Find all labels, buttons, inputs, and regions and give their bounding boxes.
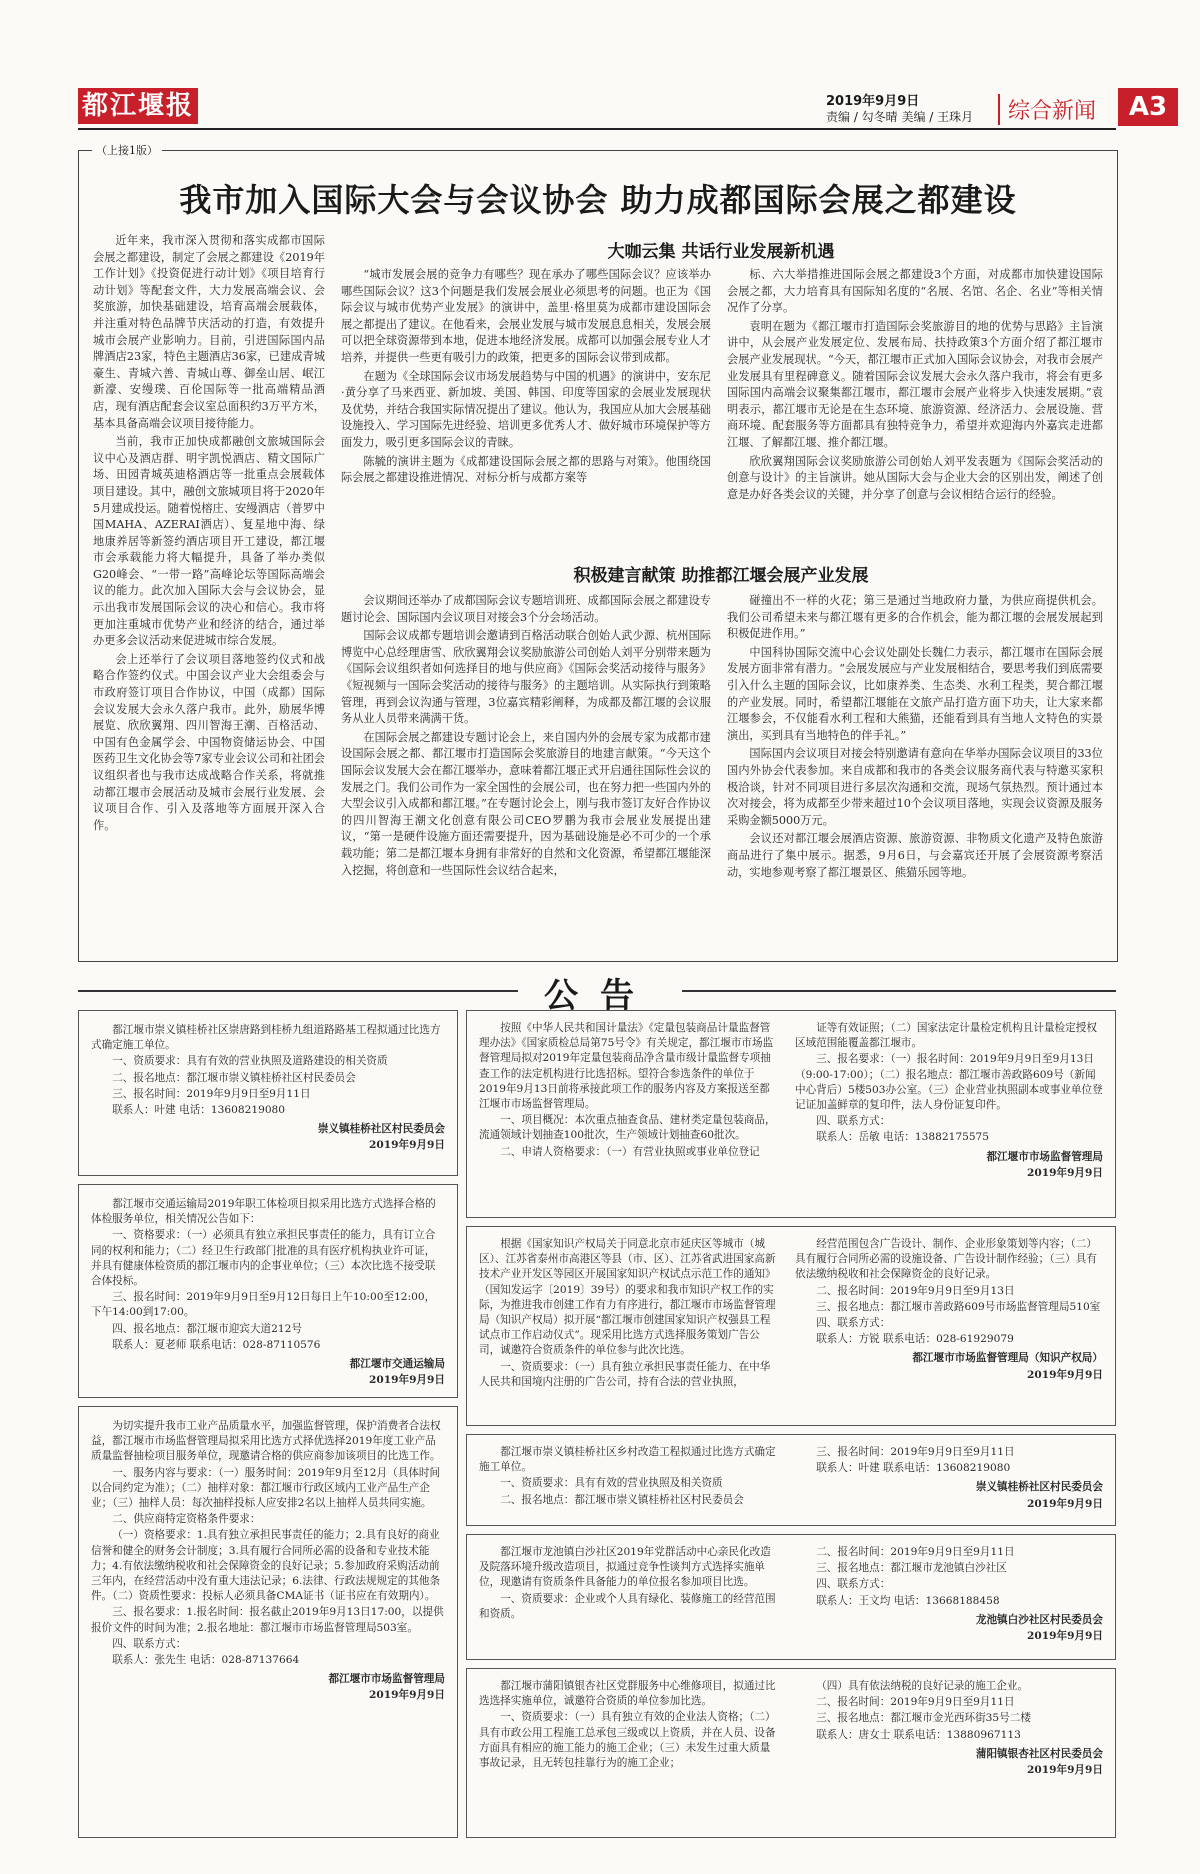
newspaper-logo: 都江堰报 bbox=[78, 88, 198, 124]
notice-text: 根据《国家知识产权局关于同意北京市延庆区等城市（城区）、江苏省泰州市高港区等县（市、区）、江苏省武进国家高新技术产业开发区等园区开展国家知识产权试点示范工作的通知》（国知发运字〔2019〕39号）的要求和我市知识产权工作的实际，为推进我市创建工作有力有序进行，都江堰市市场监督管理局（知识产权局）拟开展“都江堰市创建国家知识产权强县工程试点市工作启动仪式”。现采用比选方式选择服务策划广告公司，诚邀符合资质条件的单位参与此次比选。 bbox=[479, 1238, 776, 1357]
story-column-2a bbox=[341, 267, 711, 489]
notice-text: 三、报名地点：都江堰市龙池镇白沙社区 bbox=[816, 1562, 1007, 1575]
notice-text: 二、供应商特定资格条件要求： bbox=[112, 1513, 261, 1526]
subheading-2: 积极建言献策 助推都江堰会展产业发展 bbox=[573, 566, 869, 586]
paragraph: 国际会议成都专题培训会邀请到百格活动联合创始人武少源、杭州国际博览中心总经理唐雪、欣欣翼翔会议奖励旅游公司创始人刘平分别带来题为《国际会议组织者如何选择目的地与供应商》《国际会奖活动接待与服务》《短视频与一国际会奖活动的接待与服务》的主题培训。从实际执行到策略管理，再到会议沟通与管理，3位嘉宾精彩阐释，为成都及都江堰的会议服务从业人员带来满满干货。 bbox=[341, 629, 711, 726]
notice-text: 三、报名地点：都江堰市善政路609号市场监督管理局510室 bbox=[816, 1300, 1101, 1313]
notice-signature: 龙池镇白沙社区村民委员会 bbox=[975, 1613, 1103, 1626]
paragraph: 在题为《全球国际会议市场发展趋势与中国的机遇》的演讲中，安东尼·黄分享了马来西亚、新加坡、美国、韩国、印度等国家的会展业发展现状及优势，并结合我国实际情况提出了建议。他认为，我国应从加大会展基础设施投入、学习国际先进经验、培训更多优秀人才、做好城市环境保护等方面发力，吸引更多国际会议的青睐。 bbox=[341, 369, 711, 449]
notice-2 bbox=[78, 1184, 458, 1398]
notice-text: 四、联系方式： bbox=[816, 1115, 891, 1128]
notice-text: 都江堰市龙池镇白沙社区2019年党群活动中心亲民化改造及院落环境升级改造项目，拟通过竞争性谈判方式选择实施单位，现邀请有资质条件具备能力的单位报名参加项目比选。 bbox=[479, 1546, 771, 1589]
paragraph: 当前，我市正加快成都融创文旅城国际会议中心及酒店群、明宇凯悦酒店、精文国际广场、田园青城英迪格酒店等一批重点会展载体项目建设。其中，融创文旅城项目将于2020年5月建成投运。随着悦榕庄、安缦酒店（普罗中国MAHA、AZERAI酒店）、复星地中海、绿地康养居等新签约酒店项目开工建设，都江堰市会承载能力将大幅提升，具备了举办类似G20峰会、“一带一路”高峰论坛等国际高端会议的能力。此次加入国际大会与会议协会，显示出我市发展国际会议的决心和信心。我市将更加注重城市优势产业和经济的结合，通过举办更多会议活动来促进城市综合发展。 bbox=[93, 435, 325, 648]
notice-text: （一）资格要求：1.具有独立承担民事责任的能力；2.具有良好的商业信誉和健全的财务会计制度；3.具有履行合同所必需的设备和专业技术能力；4.有依法缴纳税收和社会保障资金的良好记录；5.参加政府采购活动前三年内，在经营活动中没有重大违法记录；6.法律、行政法规规定的其他条件。（二）资质性要求：投标人必须具备CMA证书（证书应在有效期内）。 bbox=[91, 1529, 441, 1603]
notice-text: 联系人：王文均 电话：13668188458 bbox=[816, 1594, 1000, 1607]
notices-title: 公告 bbox=[544, 976, 656, 1016]
notice-right-column bbox=[795, 1679, 1103, 1779]
continued-label: （上接1版） bbox=[92, 142, 162, 158]
notice-text: 都江堰市交通运输局2019年职工体检项目拟采用比选方式选择合格的体检服务单位，相关情况公告如下： bbox=[91, 1198, 436, 1226]
notice-text: 联系人：叶建 电话：13608219080 bbox=[112, 1104, 286, 1117]
notice-text: 为切实提升我市工业产品质量水平，加强监督管理，保护消费者合法权益，都江堰市市场监督管理局拟采用比选方式择优选择2019年度工业产品质量监督抽检项目服务单位，现邀请合格的供应商参加该项目的比选工作。 bbox=[91, 1420, 441, 1463]
notice-date: 2019年9月9日 bbox=[1026, 1764, 1103, 1777]
paragraph: 近年来，我市深入贯彻和落实成都市国际会展之都建设，制定了会展之都建设《2019年工作计划》《投资促进行动计划》《项目培育行动计划》等配套文件，大力发展高端会议、会奖旅游，加快基础建设，培育高端会展载体，并注重对特色品牌节庆活动的打造，有效提升城市会展产业影响力。目前，引进国际国内品牌酒店23家，特色主题酒店36家，已建成青城豪生、青城六善、青城山尊、御垒山居、岷江新濠、安缦璞、百伦国际等一批高端精品酒店，现有酒店配套会议室总面积约3万平方米，基本具备高端会议项目接待能力。 bbox=[93, 234, 325, 430]
notice-text: 都江堰市崇义镇桂桥社区崇唐路到桂桥九组道路路基工程拟通过比选方式确定施工单位。 bbox=[91, 1024, 441, 1052]
editors: 责编 / 勾冬晴 美编 / 王珠月 bbox=[826, 110, 974, 124]
notice-text: 四、报名地点：都江堰市迎宾大道212号 bbox=[112, 1322, 302, 1335]
paragraph: 在国际会展之都建设专题讨论会上，来自国内外的会展专家为成都市建设国际会展之都、都江堰市打造国际会奖旅游目的地建言献策。“今天这个国际会议发展大会在都江堰举办，意味着都江堰正式开启通往国际性会议的发展之门。我们公司作为一家全国性的会展公司，也在努力把一些国内外的大型会议引入成都和都江堰。”在专题讨论会上，刚与我市签订友好合作协议的四川智海王潮文化创意有限公司CEO罗鹏为我市会展业发展提出建议，“第一是硬件设施方面还需要提升，因为基础设施是必不可少的一个承载功能；第二是都江堰本身拥有非常好的自然和文化资源，希望都江堰能深入挖掘，将创意和一些国际性会议结合起来， bbox=[341, 730, 711, 877]
subheading-1: 大咖云集 共话行业发展新机遇 bbox=[607, 242, 835, 262]
notice-text: 三、报名时间：2019年9月9日至9月12日每日上午10:00至12:00，下午14:00到17:00。 bbox=[91, 1291, 436, 1319]
paragraph: 中国科协国际交流中心会议处副处长魏仁力表示，都江堰市在国际会展发展方面非常有潜力。“会展发展应与产业发展相结合，要思考我们到底需要引入什么主题的国际会议，比如康养类、生态类、水利工程类，契合都江堰的产业发展。同时，希望都江堰能在文旅产品打造方面下功夫，让大家来都江堰参会，不仅能看水利工程和大熊猫，还能看到具有当地人文特色的实景演出，买到具有当地特色的伴手礼。” bbox=[727, 645, 1103, 742]
notice-right-column bbox=[795, 1545, 1103, 1645]
notice-text: 三、报名地点：都江堰市金光西环街35号二楼 bbox=[816, 1712, 1031, 1725]
notice-5 bbox=[466, 1226, 1116, 1426]
paragraph: 陈毓的演讲主题为《成都建设国际会展之都的思路与对策》。他围绕国际会展之都建设推进情况、对标分析与成都方案等 bbox=[341, 454, 711, 485]
notice-text: 一、资质要求：具有有效的营业执照及道路建设的相关资质 bbox=[112, 1055, 388, 1068]
notice-text: 联系人：夏老师 联系电话：028-87110576 bbox=[112, 1338, 321, 1351]
story-column-3b bbox=[727, 593, 1103, 883]
notice-date: 2019年9月9日 bbox=[1026, 1497, 1103, 1510]
notice-text: 都江堰市崇义镇桂桥社区乡村改造工程拟通过比选方式确定施工单位。 bbox=[479, 1446, 776, 1474]
notice-text: 三、报名时间：2019年9月9日至9月11日 bbox=[816, 1446, 1015, 1458]
paragraph: 欣欣翼翔国际会议奖励旅游公司创始人刘平发表题为《国际会奖活动的创意与设计》的主旨演讲。她从国际大会与企业大会的区别出发，阐述了创意是办好各类会议的关键，并分享了创意与会议相结合运行的经验。 bbox=[727, 454, 1103, 501]
notice-text: 一、服务内容与要求：（一）服务时间：2019年9月至12月（具体时间以合同约定为准）；（二）抽样对象：都江堰市行政区域内工业产品生产企业；（三）抽样人员：每次抽样投标人应安排2名以上抽样人员共同实施。 bbox=[91, 1466, 441, 1510]
notice-text: 三、报名要求：（一）报名时间：2019年9月9日至9月13日（9:00-17:00）；（二）报名地点：都江堰市善政路609号（新闻中心背后）5楼503办公室。（三）企业营业执照副本或事业单位登记证加盖鲜章的复印件，法人身份证复印件。 bbox=[795, 1053, 1103, 1112]
notice-text: 二、报名地点：都江堰市崇义镇桂桥社区村民委员会 bbox=[500, 1493, 744, 1506]
notice-text: 三、报名要求：1.报名时间：报名截止2019年9月13日17:00，以提供报价文件的时间为准；2.报名地址：都江堰市市场监督管理局503室。 bbox=[91, 1606, 444, 1634]
notice-text: 一、资质要求：具有有效的营业执照及相关资质 bbox=[500, 1477, 723, 1490]
notice-text: 都江堰市蒲阳镇银杏社区党群服务中心维修项目，拟通过比选选择实施单位，诚邀符合资质的单位参加比选。 bbox=[479, 1680, 776, 1708]
story-column-3a bbox=[727, 267, 1103, 505]
notice-signature: 蒲阳镇银杏社区村民委员会 bbox=[975, 1747, 1103, 1760]
main-story bbox=[78, 150, 1118, 962]
notice-signature: 崇义镇桂桥社区村民委员会 bbox=[317, 1123, 445, 1136]
paragraph: 会上还举行了会议项目落地签约仪式和战略合作签约仪式。中国会议产业大会组委会与市政府签订项目合作协议，中国（成都）国际会议发展大会永久落户我市。此外，励展华博展览、欣欣翼翔、四川智海王潮、百格活动、中国有色金属学会、中国物资储运协会、中国医药卫生文化协会等7家专业会议公司和社团会议组织者也与我市达成战略合作关系，将就推动都江堰市会展活动及城市会展行业发展、会议项目合作、引入及落地等方面展开深入合作。 bbox=[93, 652, 325, 832]
notice-signature: 都江堰市市场监督管理局 bbox=[986, 1150, 1103, 1163]
notice-signature: 都江堰市市场监督管理局 bbox=[328, 1673, 445, 1686]
notice-3 bbox=[78, 1406, 458, 1838]
notice-date: 2019年9月9日 bbox=[1026, 1368, 1103, 1381]
story-column-1 bbox=[93, 233, 325, 949]
story-headline: 我市加入国际大会与会议协会 助力成都国际会展之都建设 bbox=[179, 181, 1017, 219]
paragraph: 国际国内会议项目对接会特别邀请有意向在华举办国际会议项目的33位国内外协会代表参加。来自成都和我市的各类会议服务商代表与特邀买家积极洽谈，针对不同项目进行多层次沟通和交流，现场气氛热烈。预计通过本次对接会，将为成都至少带来超过10个会议项目落地，实现会议资源及服务采购金额5000万元。 bbox=[727, 747, 1103, 827]
paragraph: 标、六大举措推进国际会展之都建设3个方面，对成都市加快建设国际会展之都，大力培育具有国际知名度的“名展、名馆、名企、名业”等相关情况作了分享。 bbox=[727, 268, 1103, 315]
notice-text: 一、资质要求：（一）具有独立承担民事责任能力、在中华人民共和国境内注册的广告公司，持有合法的营业执照， bbox=[479, 1360, 771, 1388]
notice-signature: 都江堰市市场监督管理局（知识产权局） bbox=[912, 1352, 1103, 1365]
notice-text: 四、联系方式： bbox=[112, 1637, 187, 1650]
notice-text: （四）具有依法纳税的良好记录的施工企业。 bbox=[816, 1680, 1029, 1692]
paragraph: “城市发展会展的竞争力有哪些？现在承办了哪些国际会议？应该举办哪些国际会议？这3个问题是我们发展会展业必须思考的问题。也正为《国际会议与城市优势产业发展》的演讲中，盖里·格里莫为成都市建设国际会展之都提出了建议。在他看来，会展业发展与城市发展息息相关，发展会展可以把全球资源带到本地，促进本地经济发展。成都可以加强会展专业人才培养，并提供一些更有吸引力的政策，把更多的国际会议带到成都。 bbox=[341, 268, 711, 364]
notice-text: 一、资质要求：企业或个人具有绿化、装修施工的经营范围和资质。 bbox=[479, 1592, 776, 1620]
notice-4 bbox=[466, 1010, 1116, 1218]
notice-text: 四、联系方式： bbox=[816, 1578, 891, 1591]
notice-text: 联系人：方锐 联系电话：028-61929079 bbox=[816, 1333, 1014, 1346]
notice-text: 一、资质要求：（一）具有独立有效的企业法人资格；（二）具有市政公用工程施工总承包三级或以上资质，并在人员、设备方面具有相应的施工能力的施工企业；（三）未发生过重大质量事故记录，且无转包挂靠行为的施工企业； bbox=[479, 1711, 776, 1770]
notice-left-column bbox=[479, 1237, 777, 1391]
page-number: A3 bbox=[1118, 88, 1178, 126]
notice-text: 联系人：岳敏 电话：13882175575 bbox=[816, 1131, 990, 1144]
notice-text: 二、报名时间：2019年9月9日至9月13日 bbox=[816, 1284, 1015, 1297]
notice-text: 四、联系方式： bbox=[816, 1317, 891, 1330]
notice-right-column bbox=[795, 1237, 1103, 1384]
notice-text: 经营范围包含广告设计、制作、企业形象策划等内容；（二）具有履行合同所必需的设施设备、广告设计制作经验；（三）具有依法缴纳税收和社会保障资金的良好记录。 bbox=[795, 1238, 1097, 1281]
issue-date: 2019年9月9日 bbox=[826, 94, 920, 109]
notice-text: 二、报名时间：2019年9月9日至9月11日 bbox=[816, 1696, 1015, 1709]
notice-8 bbox=[466, 1668, 1116, 1838]
notice-left-column bbox=[479, 1545, 777, 1623]
notice-text: 二、报名时间：2019年9月9日至9月11日 bbox=[816, 1546, 1015, 1558]
paragraph: 会议还对都江堰会展酒店资源、旅游资源、非物质文化遗产及特色旅游商品进行了集中展示。据悉，9月6日，与会嘉宾还开展了会展资源考察活动，实地参观考察了都江堰景区、熊猫乐园等地。 bbox=[727, 832, 1103, 879]
notice-text: 二、报名地点：都江堰市崇义镇桂桥社区村民委员会 bbox=[112, 1071, 356, 1084]
notice-6 bbox=[466, 1434, 1116, 1526]
notice-text: 联系人：张先生 电话：028-87137664 bbox=[112, 1654, 300, 1667]
notice-text: 三、报名时间：2019年9月9日至9月11日 bbox=[112, 1087, 311, 1100]
notice-date: 2019年9月9日 bbox=[1026, 1630, 1103, 1643]
notice-left-column bbox=[479, 1021, 777, 1161]
paragraph: 会议期间还举办了成都国际会议专题培训班、成都国际会展之都建设专题讨论会、国际国内会议项目对接会3个分会场活动。 bbox=[341, 594, 711, 624]
notice-signature: 都江堰市交通运输局 bbox=[349, 1358, 445, 1371]
story-column-2b bbox=[341, 593, 711, 881]
notice-date: 2019年9月9日 bbox=[368, 1689, 445, 1702]
notice-right-column bbox=[795, 1445, 1103, 1513]
section-name: 综合新闻 bbox=[998, 94, 1096, 125]
notice-text: 证等有效证照；（二）国家法定计量检定机构且计量检定授权区域范围能覆盖都江堰市。 bbox=[795, 1022, 1097, 1050]
notice-text: 一、资格要求：（一）必须具有独立承担民事责任的能力，具有订立合同的权利和能力；（二）经卫生行政部门批准的具有医疗机构执业许可证，并具有健康体检资质的都江堰市内的企事业单位；（三）本次比选不接受联合体投标。 bbox=[91, 1229, 436, 1288]
notice-text: 按照《中华人民共和国计量法》《定量包装商品计量监督管理办法》《国家质检总局第75号令》有关规定，都江堰市市场监督管理局拟对2019年定量包装商品净含量市级计量监督专项抽查工作的法定机构进行比选招标。望符合参选条件的单位于2019年9月13日前将承接此项工作的服务内容及方案报送至都江堰市市场监督管理局。 bbox=[479, 1022, 774, 1111]
notice-signature: 崇义镇桂桥社区村民委员会 bbox=[975, 1481, 1103, 1494]
notice-date: 2019年9月9日 bbox=[368, 1139, 445, 1152]
notice-date: 2019年9月9日 bbox=[1026, 1166, 1103, 1179]
notice-left-column bbox=[479, 1679, 777, 1772]
notice-7 bbox=[466, 1534, 1116, 1660]
notice-right-column bbox=[795, 1021, 1103, 1182]
notice-left-column bbox=[479, 1445, 777, 1509]
notice-text: 联系人：叶建 联系电话：13608219080 bbox=[816, 1462, 1011, 1475]
notice-date: 2019年9月9日 bbox=[368, 1374, 445, 1387]
paragraph: 袁明在题为《都江堰市打造国际会奖旅游目的地的优势与思路》主旨演讲中，从会展产业发展定位、发展布局、扶持政策3个方面介绍了都江堰市会展产业发展现状。“今天，都江堰市正式加入国际会议协会，对我市会展产业发展具有里程碑意义。随着国际会议发展大会永久落户我市，将会有更多国际国内高端会议聚集都江堰市，都江堰市会展产业将步入快速发展期。”袁明表示，都江堰市无论是在生态环境、旅游资源、经济活力、会展设施、营商环境、配套服务等方面都具有独特竞争力，希望并欢迎海内外嘉宾走进都江堰、了解都江堰、推介都江堰。 bbox=[727, 319, 1103, 449]
notice-text: 联系人：唐女士 联系电话：13880967113 bbox=[816, 1728, 1021, 1741]
masthead bbox=[78, 88, 1168, 130]
notice-text: 一、项目概况：本次重点抽查食品、建材类定量包装商品，流通领域计划抽查100批次，生产领域计划抽查60批次。 bbox=[479, 1114, 776, 1142]
notice-1 bbox=[78, 1010, 458, 1176]
notice-text: 二、申请人资格要求：（一）有营业执照或事业单位登记 bbox=[500, 1145, 760, 1158]
paragraph: 碰撞出不一样的火花；第三是通过当地政府力量，为供应商提供机会。我们公司希望未来与都江堰有更多的合作机会，能为都江堰的会展发展起到积极促进作用。” bbox=[727, 594, 1103, 641]
